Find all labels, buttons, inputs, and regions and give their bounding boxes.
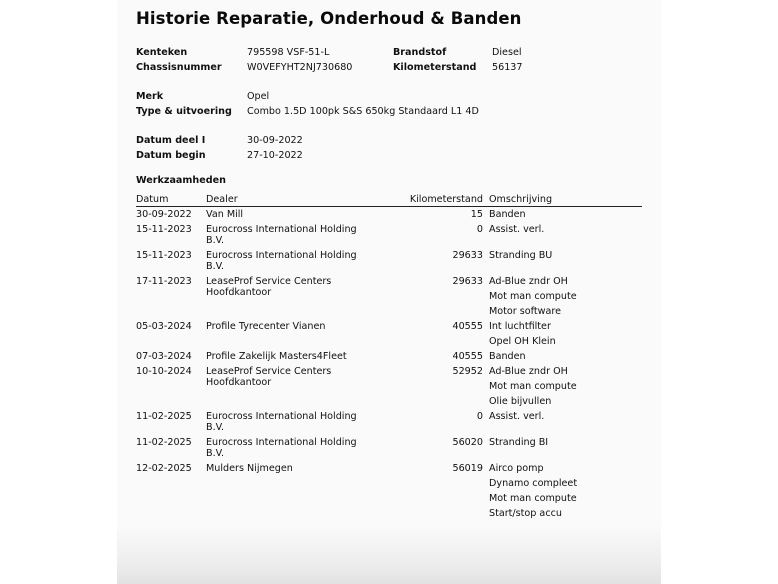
omschrijving-line: Motor software [489, 306, 561, 317]
cell-kilometerstand: 40555 [452, 321, 483, 332]
cell-dealer: Profile Tyrecenter Vianen [206, 321, 326, 332]
omschrijving-line: Mot man compute [489, 291, 577, 302]
omschrijving-line: Stranding BU [489, 250, 553, 261]
datum-deel-value: 30-09-2022 [247, 135, 303, 146]
cell-omschrijving [489, 461, 642, 521]
cell-kilometerstand: 56020 [452, 437, 483, 448]
datum-begin-value: 27-10-2022 [247, 150, 303, 161]
page-title: Historie Reparatie, Onderhoud & Banden [136, 9, 522, 28]
omschrijving-line: Dynamo compleet [489, 478, 578, 489]
omschrijving-line: Mot man compute [489, 381, 577, 392]
cell-datum: 05-03-2024 [136, 321, 192, 332]
cell-kilometerstand: 15 [470, 209, 483, 220]
cell-kilometerstand: 40555 [452, 351, 483, 362]
omschrijving-line: Ad-Blue zndr OH [489, 366, 568, 377]
cell-omschrijving [489, 319, 642, 349]
column-header-omschrijving: Omschrijving [489, 192, 642, 207]
datum-begin-label-text: Datum begin [136, 150, 206, 161]
cell-omschrijving [489, 364, 642, 409]
chassis-label-text: Chassisnummer [136, 62, 222, 73]
omschrijving-line: Start/stop accu [489, 508, 562, 519]
cell-omschrijving [489, 248, 642, 274]
cell-omschrijving [489, 349, 642, 364]
cell-dealer: LeaseProf Service Centers Hoofdkantoor [206, 366, 332, 388]
type-value: Combo 1.5D 100pk S&S 650kg Standaard L1 4D [247, 106, 479, 117]
merk-value: Opel [247, 91, 270, 102]
cell-kilometerstand: 56019 [452, 463, 483, 474]
omschrijving-line: Airco pomp [489, 463, 544, 474]
table-row [136, 207, 642, 223]
cell-dealer: Eurocross International Holding B.V. [206, 411, 357, 433]
kilometerstand-label-text: Kilometerstand [393, 62, 477, 73]
cell-dealer: Mulders Nijmegen [206, 463, 293, 474]
kilometerstand-value: 56137 [492, 62, 523, 73]
chassis-label [136, 60, 222, 75]
cell-datum: 11-02-2025 [136, 411, 192, 422]
cell-datum: 07-03-2024 [136, 351, 192, 362]
cell-datum: 10-10-2024 [136, 366, 192, 377]
kenteken-value: 795598 VSF-51-L [247, 47, 330, 58]
column-header-dealer: Dealer [206, 192, 366, 207]
table-row [136, 461, 642, 521]
table-row [136, 319, 642, 349]
cell-dealer: Eurocross International Holding B.V. [206, 250, 357, 272]
table-row [136, 349, 642, 364]
column-header-kilometerstand: Kilometerstand [366, 192, 489, 207]
omschrijving-line: Banden [489, 351, 526, 362]
cell-datum: 15-11-2023 [136, 250, 192, 261]
table-row [136, 248, 642, 274]
omschrijving-line: Mot man compute [489, 493, 577, 504]
cell-datum: 30-09-2022 [136, 209, 192, 220]
table-header-row [136, 192, 642, 207]
werkzaamheden-title: Werkzaamheden [136, 175, 226, 186]
cell-omschrijving [489, 222, 642, 248]
datum-begin-label [136, 148, 206, 163]
cell-kilometerstand: 29633 [452, 250, 483, 261]
kenteken-label-text: Kenteken [136, 47, 188, 58]
cell-omschrijving [489, 207, 642, 223]
cell-dealer: Van Mill [206, 209, 244, 220]
cell-omschrijving [489, 409, 642, 435]
brandstof-value: Diesel [492, 47, 522, 58]
merk-label-text: Merk [136, 91, 164, 102]
column-header-datum: Datum [136, 192, 206, 207]
cell-omschrijving [489, 274, 642, 319]
omschrijving-line: Ad-Blue zndr OH [489, 276, 568, 287]
chassis-value: W0VEFYHT2NJ730680 [247, 62, 353, 73]
cell-kilometerstand: 29633 [452, 276, 483, 287]
table-row [136, 364, 642, 409]
cell-datum: 12-02-2025 [136, 463, 192, 474]
kenteken-label [136, 45, 187, 60]
brandstof-label [393, 45, 446, 60]
document-page [117, 0, 661, 584]
omschrijving-line: Stranding BI [489, 437, 549, 448]
datum-deel-label-text: Datum deel I [136, 135, 206, 146]
omschrijving-line: Assist. verl. [489, 224, 545, 235]
table-row [136, 222, 642, 248]
work-table [136, 192, 642, 521]
cell-dealer: Eurocross International Holding B.V. [206, 224, 357, 246]
cell-datum: 15-11-2023 [136, 224, 192, 235]
cell-datum: 11-02-2025 [136, 437, 192, 448]
table-row [136, 274, 642, 319]
kilometerstand-label [393, 60, 476, 75]
table-body [136, 207, 642, 522]
omschrijving-line: Banden [489, 209, 526, 220]
omschrijving-line: Assist. verl. [489, 411, 545, 422]
brandstof-label-text: Brandstof [393, 47, 447, 58]
cell-datum: 17-11-2023 [136, 276, 192, 287]
cell-dealer: LeaseProf Service Centers Hoofdkantoor [206, 276, 332, 298]
cell-kilometerstand: 0 [476, 411, 483, 422]
cell-omschrijving [489, 435, 642, 461]
table-row [136, 409, 642, 435]
cell-dealer: Eurocross International Holding B.V. [206, 437, 357, 459]
omschrijving-line: Olie bijvullen [489, 396, 552, 407]
cell-dealer: Profile Zakelijk Masters4Fleet [206, 351, 347, 362]
datum-deel-label [136, 133, 205, 148]
table-row [136, 435, 642, 461]
omschrijving-line: Int luchtfilter [489, 321, 551, 332]
cell-kilometerstand: 52952 [452, 366, 483, 377]
cell-kilometerstand: 0 [476, 224, 483, 235]
merk-label [136, 89, 163, 104]
type-label-text: Type & uitvoering [136, 106, 232, 117]
type-label [136, 104, 232, 119]
omschrijving-line: Opel OH Klein [489, 336, 556, 347]
